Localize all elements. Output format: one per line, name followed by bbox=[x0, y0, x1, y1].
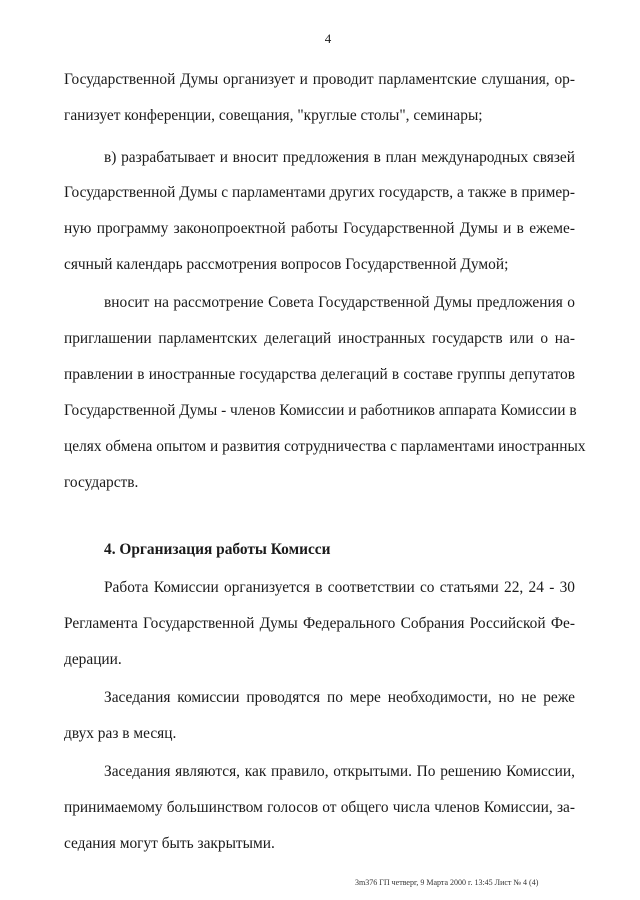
footer-stamp: 3m376 ГП четверг, 9 Марта 2000 г. 13:45 Лист № 4 (4) bbox=[355, 878, 539, 887]
text-line: принимаемому большинством голосов от общего числа членов Комиссии, за- bbox=[64, 799, 575, 816]
text-line: Работа Комиссии организуется в соответствии со статьями 22, 24 - 30 bbox=[104, 579, 575, 596]
text-line: государств. bbox=[64, 474, 139, 491]
text-line: Заседания комиссии проводятся по мере необходимости, но не реже bbox=[104, 689, 575, 706]
text-line: вносит на рассмотрение Совета Государственной Думы предложения о bbox=[104, 294, 575, 311]
text-line: приглашении парламентских делегаций иностранных государств или о на- bbox=[64, 330, 575, 347]
text-line: Государственной Думы организует и проводит парламентские слушания, ор- bbox=[64, 71, 575, 88]
text-line: Заседания являются, как правило, открытыми. По решению Комиссии, bbox=[104, 763, 575, 780]
text-line: Регламента Государственной Думы Федерального Собрания Российской Фе- bbox=[64, 615, 575, 632]
page-number: 4 bbox=[324, 31, 332, 46]
text-line: правлении в иностранные государства делегаций в составе группы депутатов bbox=[64, 366, 575, 383]
text-line: двух раз в месяц. bbox=[64, 725, 177, 742]
text-line: дерации. bbox=[64, 651, 122, 668]
text-line: Государственной Думы - членов Комиссии и работников аппарата Комиссии в bbox=[64, 402, 577, 419]
text-line: ганизует конференции, совещания, "круглые столы", семинары; bbox=[64, 107, 483, 124]
text-line: ную программу законопроектной работы Государственной Думы и в ежеме- bbox=[64, 220, 575, 237]
text-line: целях обмена опытом и развития сотрудничества с парламентами иностранных bbox=[64, 438, 586, 455]
text-line: в) разрабатывает и вносит предложения в план международных связей bbox=[104, 149, 575, 166]
text-line: сячный календарь рассмотрения вопросов Государственной Думой; bbox=[64, 256, 509, 273]
text-line: седания могут быть закрытыми. bbox=[64, 835, 275, 852]
section-heading: 4. Организация работы Комисси bbox=[104, 541, 331, 558]
text-line: Государственной Думы с парламентами других государств, а также в пример- bbox=[64, 184, 575, 201]
